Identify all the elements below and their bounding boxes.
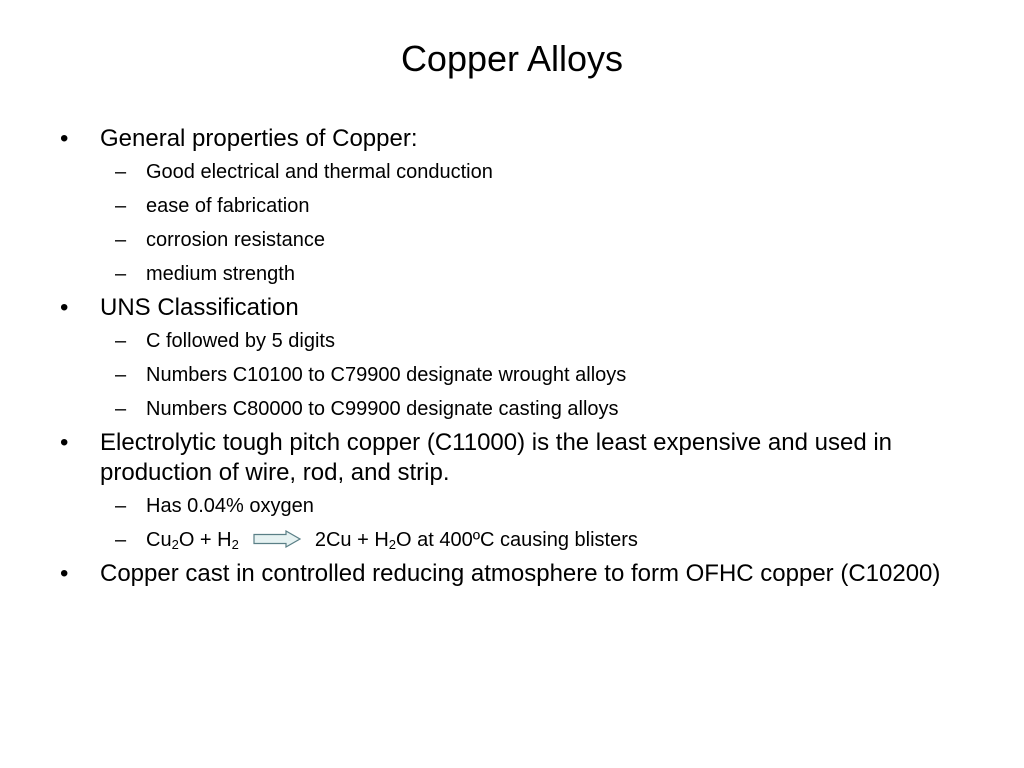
bullet-text: Electrolytic tough pitch copper (C11000) is the least expensive and used in production of wire, rod, and strip.	[100, 429, 893, 486]
bullet-glyph: •	[60, 294, 69, 321]
sub-bullet-text: Numbers C80000 to C99900 designate casting alloys	[146, 398, 619, 420]
dash-glyph: –	[115, 529, 127, 551]
slide-title: Copper Alloys	[400, 38, 624, 79]
sub-bullet-item	[0, 194, 1024, 219]
equation-left-b: O + H	[178, 529, 232, 551]
bullet-item	[0, 124, 1024, 154]
bullet-list	[0, 124, 1024, 589]
sub-bullet-text: Good electrical and thermal conduction	[146, 161, 493, 183]
equation-right-a: 2Cu + H	[314, 529, 389, 551]
dash-glyph: –	[115, 495, 127, 517]
sub-bullet-item	[0, 397, 1024, 422]
right-arrow-icon	[253, 530, 301, 548]
dash-glyph: –	[115, 330, 127, 352]
equation-subscript: 2	[231, 537, 239, 552]
sub-bullet-item	[0, 494, 1024, 519]
sub-bullet-item	[0, 329, 1024, 354]
sub-bullet-item	[0, 160, 1024, 185]
dash-glyph: –	[115, 364, 127, 386]
dash-glyph: –	[115, 195, 127, 217]
bullet-text: General properties of Copper:	[100, 125, 418, 152]
bullet-glyph: •	[60, 560, 69, 587]
equation-subscript: 2	[388, 537, 397, 552]
dash-glyph: –	[115, 263, 127, 285]
bullet-item	[0, 559, 1024, 589]
sub-bullet-text: C followed by 5 digits	[146, 330, 335, 352]
sub-bullet-item	[0, 228, 1024, 253]
equation-left-a: Cu	[146, 529, 172, 551]
bullet-glyph: •	[60, 429, 69, 456]
reaction-equation	[0, 528, 1024, 553]
sub-bullet-text: Numbers C10100 to C79900 designate wrought alloys	[146, 364, 627, 386]
sub-bullet-text: corrosion resistance	[146, 229, 325, 251]
dash-glyph: –	[115, 229, 127, 251]
dash-glyph: –	[115, 398, 127, 420]
bullet-glyph: •	[60, 125, 69, 152]
equation-right-b: O at 400ºC causing blisters	[396, 529, 638, 551]
bullet-text: Copper cast in controlled reducing atmosphere to form OFHC copper (C10200)	[100, 560, 941, 587]
sub-bullet-item	[0, 363, 1024, 388]
bullet-text: UNS Classification	[100, 294, 299, 321]
dash-glyph: –	[115, 161, 127, 183]
sub-bullet-text: ease of fabrication	[146, 195, 310, 217]
equation-subscript: 2	[171, 537, 179, 552]
bullet-item	[0, 428, 1024, 488]
bullet-item	[0, 293, 1024, 323]
sub-bullet-text: Has 0.04% oxygen	[146, 495, 314, 517]
sub-bullet-item	[0, 262, 1024, 287]
sub-bullet-text: medium strength	[146, 263, 295, 285]
